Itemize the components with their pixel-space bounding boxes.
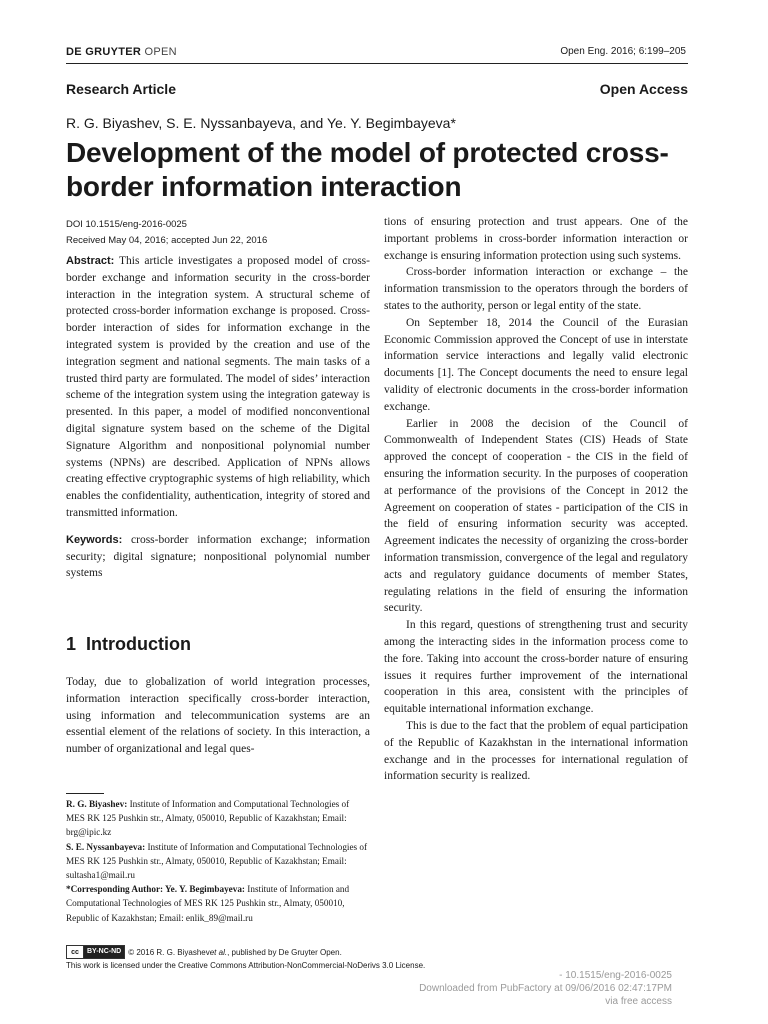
footnote-text: Institute of Information and Computational Technologies of MES RK 125 Pushkin str., Almaty, 050010, Republic of Kazakhstan; Email: enlik_89@mail.ru [66,884,350,923]
footnote [66,882,370,925]
keywords-label: Keywords: [66,533,123,546]
keywords [66,532,370,582]
author-list: R. G. Biyashev, S. E. Nyssanbayeva, and Ye. Y. Begimbayeva* [66,115,456,131]
footnote [66,797,370,840]
publisher-logo [66,46,177,58]
header-divider [66,63,688,64]
footnote-divider [66,793,104,794]
cc-icon: cc [67,946,84,958]
body-paragraph: tions of ensuring protection and trust appears. One of the important problems in cross-border information interaction or exchange is ensuring information protection using such systems. [384,216,688,262]
author-footnotes [66,797,370,925]
watermark-download: Downloaded from PubFactory at 09/06/2016 02:47:17PM [419,983,672,994]
copyright-line [66,945,342,959]
right-column [384,214,688,785]
download-watermark [419,969,672,1008]
publisher-name: DE GRUYTER [66,46,142,58]
section-title: Introduction [86,634,191,654]
abstract [66,253,370,522]
abstract-text: This article investigates a proposed model of cross-border exchange and information security in the cross-border interaction in the integration system. A structural scheme of protected cross-border information exchange is proposed. Cross-border interaction of sides for information exchange in the integrated system is provided by the creation and use of the integration segment and national segments. The main tasks of a trusted third party are formulated. The model of sides’ interaction scheme of the integration system using the integration gateway is presented. In this paper, a model of modified nonconventional digital signature system based on the scheme of the Digital Signature Algorithm and nonpositional polynomial number systems (NPNs) are described. Application of NPNs allows creating effective cryptographic systems of high reliability, which enables the confidentiality, authentication, integrity of stored and transmitted information. [66,255,370,519]
license-statement: This work is licensed under the Creative Commons Attribution-NonCommercial-NoDerivs 3.0 License. [66,961,426,970]
copyright-etal: et al. [209,947,228,957]
section-number: 1 [66,634,77,654]
footnote [66,840,370,883]
abstract-label: Abstract: [66,255,115,267]
cc-license-type: BY-NC-ND [84,946,124,958]
left-column [66,253,370,582]
watermark-access: via free access [605,996,672,1007]
watermark-doi: - 10.1515/eng-2016-0025 [559,970,672,981]
body-paragraph: On September 18, 2014 the Council of the Eurasian Economic Commission approved the Concept of use in interstate information service interactions and legally valid electronic documents [1]. The Concept documents the need to ensure legal validity of electronic documents in the cross-border information exchange. [384,316,688,413]
copyright-suffix: , published by De Gruyter Open. [227,947,342,957]
section-heading [66,634,191,655]
body-paragraph: This is due to the fact that the problem of equal participation of the Republic of Kazakhstan in the international information exchange and in the processes for international regulation of information security is realized. [384,719,688,783]
journal-reference: Open Eng. 2016; 6:199–205 [560,46,686,57]
footnote-text: Institute of Information and Computational Technologies of MES RK 125 Pushkin str., Almaty, 050010, Republic of Kazakhstan; Email: brg@ipic.kz [66,799,350,838]
footnote-author: R. G. Biyashev: [66,799,128,809]
doi: DOI 10.1515/eng-2016-0025 [66,219,187,230]
body-paragraph: In this regard, questions of strengthening trust and security among the interacting sides in the information process come to the fore. Taking into account the cross-border nature of ensuring issues it requires further improvement of the international cooperation in this area, consistent with the principles of equitable international information exchange. [384,619,688,716]
article-type: Research Article [66,81,176,97]
intro-paragraph: Today, due to globalization of world integration processes, information interaction specifically cross-border interaction, using information and telecommunication systems are an essential element of the relations of society. In this interaction, a number of organizational and legal ques- [66,676,370,756]
keywords-text: cross-border information exchange; information security; digital signature; nonpositional polynomial number systems [66,533,370,580]
body-paragraph: Earlier in 2008 the decision of the Council of Commonwealth of Independent States (CIS) Heads of State approved the concept of cooperation - the CIS in the field of ensuring the information security. In the purposes of cooperation at performance of the provisions of the Concept in 2012 the Agreement on cooperation of states - participation of the CIS in the field of ensuring information security was accepted. Agreement indicates the necessity of organizing the cross-border information transmission, convergence of the legal and regulatory acts and regulatory guidance documents of member States, regulating relations in the field of ensuring the information security. [384,417,688,615]
paper-title: Development of the model of protected cross-border information interaction [66,137,669,202]
footnote-author: *Corresponding Author: Ye. Y. Begimbayeva: [66,884,245,895]
footnote-author: S. E. Nyssanbayeva: [66,841,146,852]
footnote-text: Institute of Information and Computational Technologies of MES RK 125 Pushkin str., Almaty, 050010, Republic of Kazakhstan; Email: sultasha1@mail.ru [66,841,368,881]
body-paragraph: Cross-border information interaction or exchange – the information transmission to the operators through the borders of states to the authority, person or legal entity of the state. [384,266,688,312]
received-date: Received May 04, 2016; accepted Jun 22, 2016 [66,235,268,246]
cc-license-badge[interactable] [66,945,125,959]
copyright-prefix: © 2016 R. G. Biyashev [128,947,210,957]
article-meta [66,217,267,249]
publisher-open: OPEN [144,46,177,58]
open-access-label: Open Access [599,81,688,97]
